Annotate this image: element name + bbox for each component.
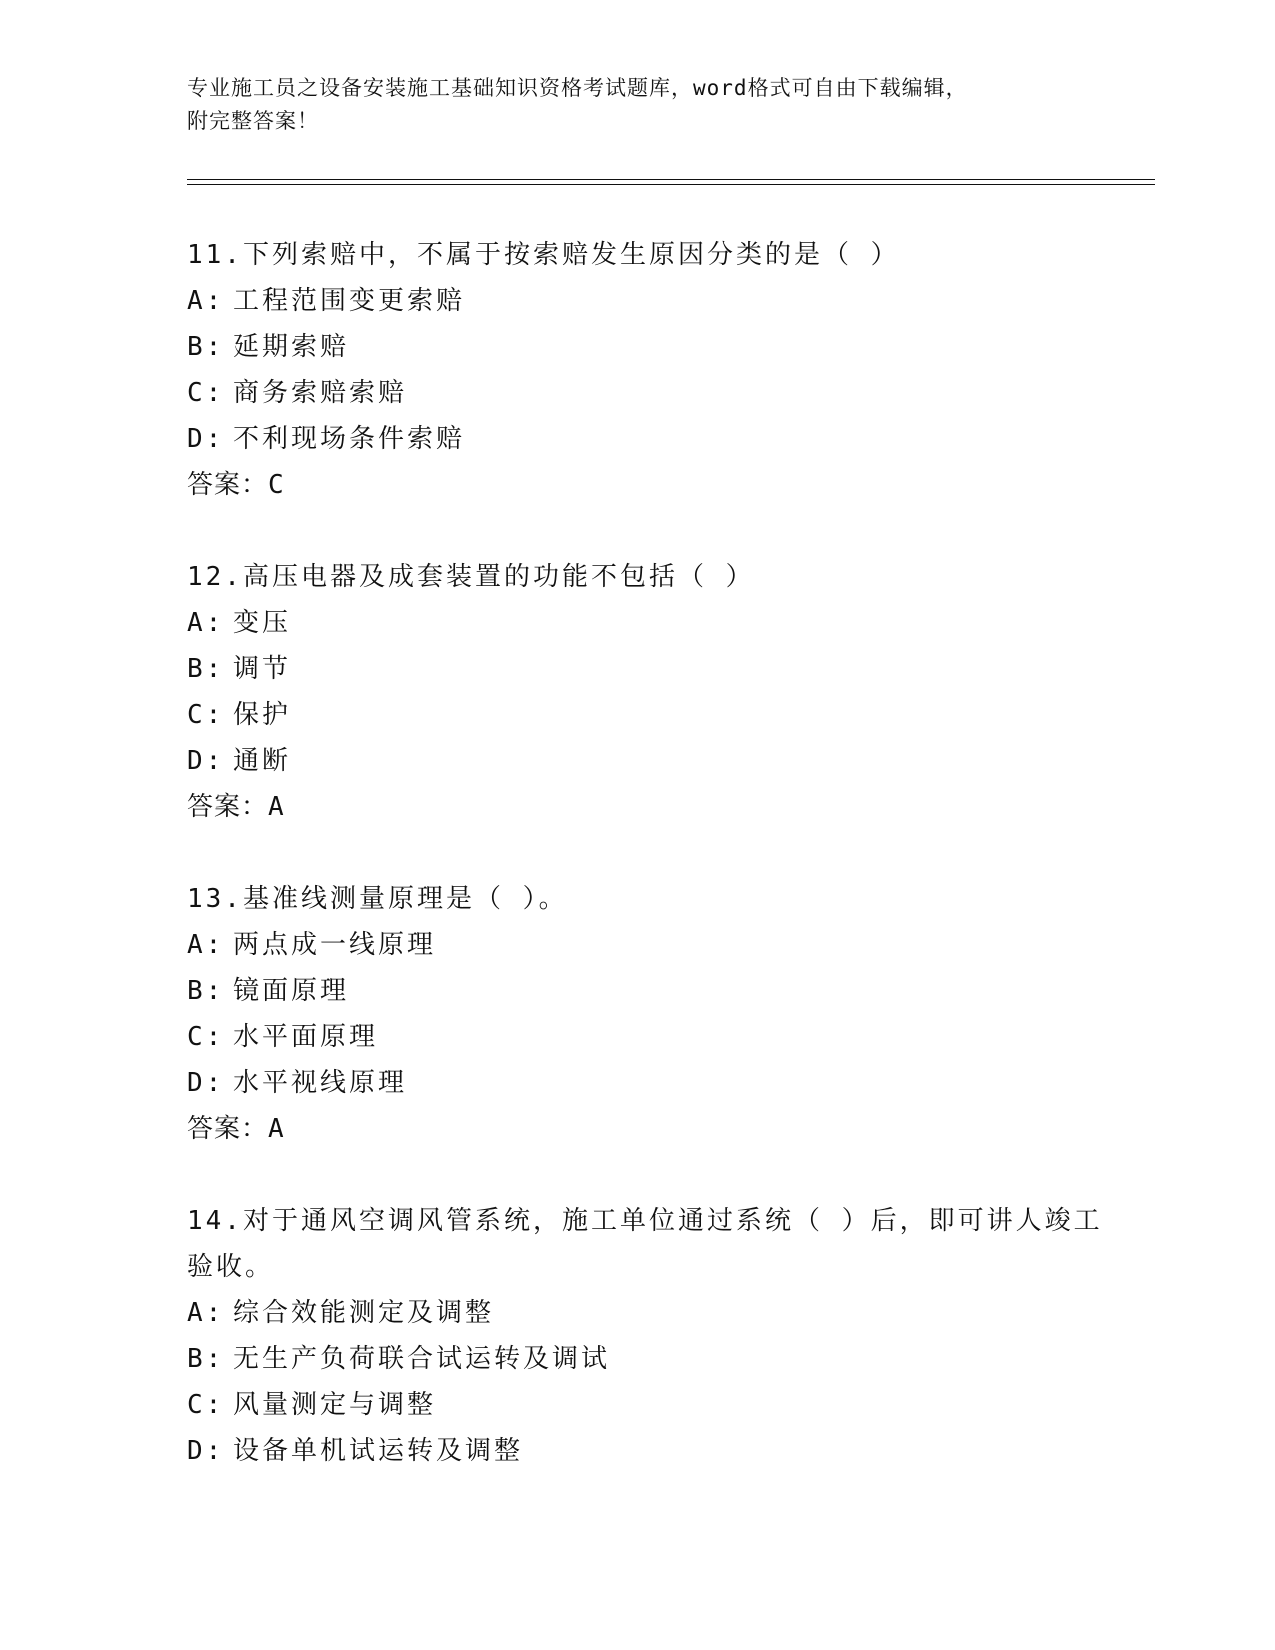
option-c: [187, 1014, 1107, 1060]
answer-line: [187, 1106, 1107, 1152]
option-text: 商务索赔索赔: [233, 378, 408, 408]
option-text: 变压: [233, 608, 292, 638]
option-key: B:: [187, 332, 225, 362]
option-key: A:: [187, 286, 225, 316]
option-key: C:: [187, 378, 225, 408]
option-c: [187, 692, 1107, 738]
header-divider-bottom: [187, 184, 1155, 185]
option-text: 综合效能测定及调整: [233, 1298, 495, 1328]
answer-line: [187, 462, 1107, 508]
header-divider-top: [187, 179, 1155, 180]
option-b: [187, 324, 1107, 370]
option-d: [187, 1428, 1107, 1474]
option-key: B:: [187, 976, 225, 1006]
option-a: [187, 922, 1107, 968]
option-key: D:: [187, 1436, 225, 1466]
option-key: C:: [187, 1022, 225, 1052]
option-text: 通断: [233, 746, 292, 776]
question-12: [187, 554, 1107, 830]
option-b: [187, 1336, 1107, 1382]
answer-value: C: [268, 470, 285, 500]
option-key: A:: [187, 608, 225, 638]
option-a: [187, 600, 1107, 646]
option-text: 调节: [233, 654, 292, 684]
option-text: 水平面原理: [233, 1022, 379, 1052]
option-text: 设备单机试运转及调整: [233, 1436, 524, 1466]
option-c: [187, 370, 1107, 416]
answer-value: A: [268, 1114, 285, 1144]
option-key: D:: [187, 424, 225, 454]
answer-label: 答案：: [187, 792, 269, 822]
option-key: B:: [187, 654, 225, 684]
question-stem: 13.基准线测量原理是（ ）。: [187, 884, 568, 914]
answer-label: 答案：: [187, 1114, 269, 1144]
option-d: [187, 738, 1107, 784]
option-d: [187, 1060, 1107, 1106]
question-13: [187, 876, 1107, 1152]
option-text: 延期索赔: [233, 332, 350, 362]
option-key: D:: [187, 1068, 225, 1098]
option-text: 两点成一线原理: [233, 930, 437, 960]
option-text: 水平视线原理: [233, 1068, 408, 1098]
question-stem: 12.高压电器及成套装置的功能不包括（ ）: [187, 562, 755, 592]
option-text: 无生产负荷联合试运转及调试: [233, 1344, 611, 1374]
option-key: C:: [187, 1390, 225, 1420]
option-text: 风量测定与调整: [233, 1390, 437, 1420]
option-a: [187, 278, 1107, 324]
option-a: [187, 1290, 1107, 1336]
question-list: [187, 232, 1107, 1520]
question-stem: 11.下列索赔中，不属于按索赔发生原因分类的是（ ）: [187, 240, 900, 270]
question-stem: 14.对于通风空调风管系统，施工单位通过系统（ ）后，即可讲人竣工验收。: [187, 1206, 1103, 1282]
option-key: A:: [187, 1298, 225, 1328]
answer-label: 答案：: [187, 470, 269, 500]
option-text: 不利现场条件索赔: [233, 424, 466, 454]
option-b: [187, 968, 1107, 1014]
question-11: [187, 232, 1107, 508]
question-14: [187, 1198, 1107, 1474]
option-key: A:: [187, 930, 225, 960]
answer-line: [187, 784, 1107, 830]
option-key: B:: [187, 1344, 225, 1374]
option-key: D:: [187, 746, 225, 776]
option-text: 工程范围变更索赔: [233, 286, 466, 316]
document-header: [187, 72, 1087, 138]
answer-value: A: [268, 792, 285, 822]
option-b: [187, 646, 1107, 692]
option-d: [187, 416, 1107, 462]
option-c: [187, 1382, 1107, 1428]
option-text: 镜面原理: [233, 976, 350, 1006]
option-key: C:: [187, 700, 225, 730]
header-line-2: 附完整答案！: [187, 109, 319, 133]
option-text: 保护: [233, 700, 292, 730]
header-line-1: 专业施工员之设备安装施工基础知识资格考试题库，word格式可自由下载编辑，: [187, 76, 968, 100]
